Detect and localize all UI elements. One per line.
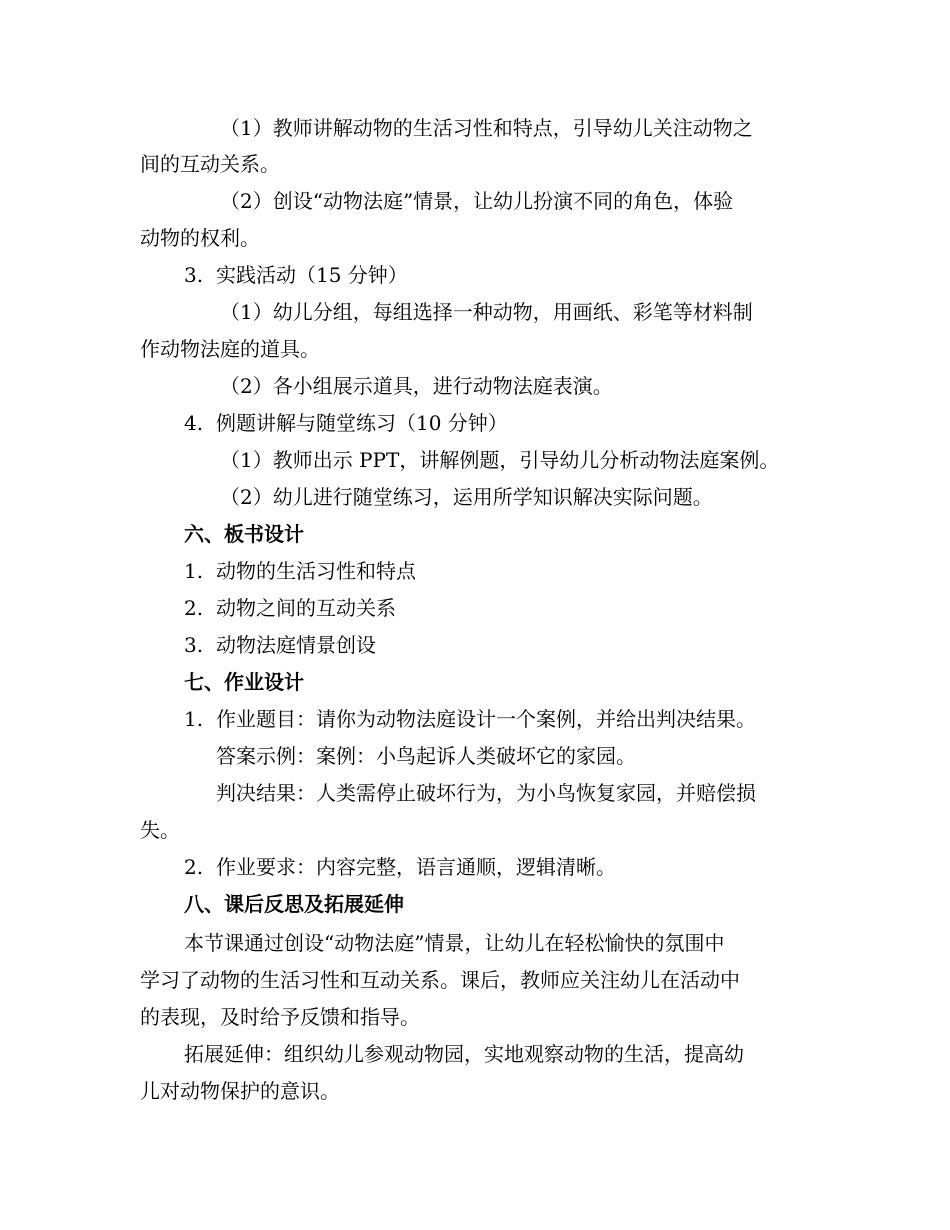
paragraph-text: （1）教师讲解动物的生活习性和特点，引导幼儿关注动物之 bbox=[220, 116, 753, 140]
paragraph-text: 答案示例：案例：小鸟起诉人类破坏它的家园。 bbox=[216, 744, 636, 768]
paragraph-text: 儿对动物保护的意识。 bbox=[140, 1079, 340, 1103]
item-text: 作业题目：请你为动物法庭设计一个案例，并给出判决结果。 bbox=[216, 707, 756, 731]
list-item bbox=[184, 706, 756, 732]
paragraph-text: （1）幼儿分组，每组选择一种动物，用画纸、彩笔等材料制 bbox=[220, 300, 753, 324]
list-item bbox=[184, 558, 416, 584]
item-text: 例题讲解与随堂练习（10 分钟） bbox=[216, 411, 508, 435]
section-heading: 八、课后反思及拓展延伸 bbox=[184, 892, 404, 916]
item-text: 动物法庭情景创设 bbox=[216, 633, 376, 657]
item-number: 3. bbox=[184, 263, 204, 287]
paragraph-text: 间的互动关系。 bbox=[140, 152, 280, 176]
paragraph-text: 的表现，及时给予反馈和指导。 bbox=[140, 1005, 420, 1029]
paragraph-text: 本节课通过创设“动物法庭”情景，让幼儿在轻松愉快的氛围中 bbox=[184, 931, 725, 955]
item-text: 动物之间的互动关系 bbox=[216, 596, 396, 620]
list-item bbox=[184, 632, 376, 658]
paragraph-text: 失。 bbox=[140, 818, 180, 842]
section-item bbox=[184, 410, 508, 436]
paragraph-text: 判决结果：人类需停止破坏行为，为小鸟恢复家园，并赔偿损 bbox=[216, 781, 756, 805]
paragraph-text: （2）创设“动物法庭”情景，让幼儿扮演不同的角色，体验 bbox=[220, 189, 734, 213]
paragraph-text: （2）幼儿进行随堂练习，运用所学知识解决实际问题。 bbox=[220, 485, 713, 509]
item-text: 作业要求：内容完整，语言通顺，逻辑清晰。 bbox=[216, 855, 616, 879]
item-text: 动物的生活习性和特点 bbox=[216, 559, 416, 583]
item-number: 2. bbox=[184, 596, 204, 620]
paragraph-text: 作动物法庭的道具。 bbox=[140, 337, 320, 361]
paragraph-text: 学习了动物的生活习性和互动关系。课后，教师应关注幼儿在活动中 bbox=[140, 968, 740, 992]
section-heading: 七、作业设计 bbox=[184, 670, 304, 694]
item-number: 2. bbox=[184, 855, 204, 879]
section-item bbox=[184, 262, 408, 288]
list-item bbox=[184, 595, 396, 621]
paragraph-text: （2）各小组展示道具，进行动物法庭表演。 bbox=[220, 374, 613, 398]
section-heading: 六、板书设计 bbox=[184, 522, 304, 546]
item-number: 1. bbox=[184, 559, 204, 583]
paragraph-text: 拓展延伸：组织幼儿参观动物园，实地观察动物的生活，提高幼 bbox=[184, 1042, 744, 1066]
item-number: 1. bbox=[184, 707, 204, 731]
item-number: 3. bbox=[184, 633, 204, 657]
list-item bbox=[184, 854, 616, 880]
item-text: 实践活动（15 分钟） bbox=[216, 263, 408, 287]
paragraph-text: （1）教师出示 PPT，讲解例题，引导幼儿分析动物法庭案例。 bbox=[220, 448, 780, 472]
item-number: 4. bbox=[184, 411, 204, 435]
paragraph-text: 动物的权利。 bbox=[140, 226, 260, 250]
